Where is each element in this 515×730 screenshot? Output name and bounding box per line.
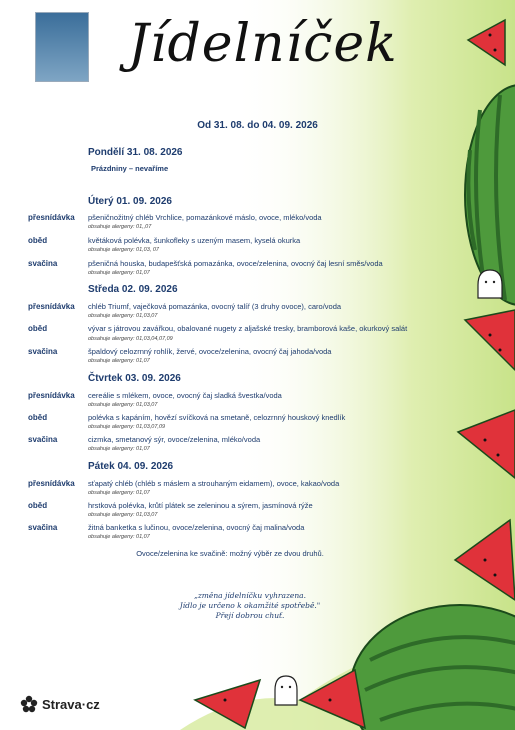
day-title: Středa 02. 09. 2026	[88, 284, 178, 295]
holiday-note: Prázdniny – nevaříme	[91, 164, 169, 173]
allergen-note: obsahuje alergeny: 01,07	[88, 446, 150, 452]
disclaimer-line: „změna jídelníčku vyhrazena.	[193, 591, 307, 600]
day-title: Úterý 01. 09. 2026	[88, 196, 172, 207]
meal-label: oběd	[28, 413, 48, 422]
meal-text: květáková polévka, šunkofleky s uzeným masem, kyselá okurka	[88, 236, 301, 245]
meal-label: přesnídávka	[28, 391, 75, 400]
meal-label: oběd	[28, 324, 48, 333]
allergen-note: obsahuje alergeny: 01,03,07	[88, 313, 158, 319]
meal-text: polévka s kapáním, hovězí svíčková na smetaně, celozrnný houskový knedlík	[88, 413, 346, 422]
allergen-note: obsahuje alergeny: 01,03, 07	[88, 247, 159, 253]
flower-icon	[20, 695, 38, 713]
day-title: Čtvrtek 03. 09. 2026	[88, 373, 181, 384]
meal-label: svačina	[28, 435, 58, 444]
meal-text: hrstková polévka, krůtí plátek se zeleninou a sýrem, jasmínová rýže	[88, 501, 313, 510]
allergen-note: obsahuje alergeny: 01,07	[88, 270, 150, 276]
meal-label: přesnídávka	[28, 302, 75, 311]
day-title: Pátek 04. 09. 2026	[88, 461, 174, 472]
meal-text: špaldový celozrnný rohlík, žervé, ovoce/zelenina, ovocný čaj jahoda/voda	[88, 347, 332, 356]
meal-label: oběd	[28, 236, 48, 245]
meal-text: cereálie s mlékem, ovoce, ovocný čaj sladká švestka/voda	[88, 391, 282, 400]
avatar	[35, 12, 89, 82]
allergen-note: obsahuje alergeny: 01,03,04,07,09	[88, 336, 173, 342]
allergen-note: obsahuje alergeny: 01,07	[88, 358, 150, 364]
disclaimer-line: Přejí dobrou chuť.	[215, 611, 285, 620]
disclaimer-quote	[160, 591, 340, 621]
meal-label: oběd	[28, 501, 48, 510]
allergen-note: obsahuje alergeny: 01,07	[88, 490, 150, 496]
allergen-note: obsahuje alergeny: 01,03,07	[88, 512, 158, 518]
meal-text: pšeničná houska, budapešťská pomazánka, ovoce/zelenina, ovocný čaj lesní směs/voda	[88, 259, 383, 268]
allergen-note: obsahuje alergeny: 01,03,07	[88, 402, 158, 408]
meal-text: vývar s játrovou zavářkou, obalované nugety z aljašské tresky, bramborová kaše, okurkový salát	[88, 324, 408, 333]
meal-text: žitná banketka s lučinou, ovoce/zelenina, ovocný čaj malina/voda	[88, 523, 305, 532]
menu-period: Od 31. 08. do 04. 09. 2026	[197, 120, 318, 131]
meal-text: pšeničnožitný chléb Vrchlice, pomazánkové máslo, ovoce, mléko/voda	[88, 213, 322, 222]
strava-logo	[20, 695, 100, 713]
meal-label: svačina	[28, 523, 58, 532]
meal-label: přesnídávka	[28, 213, 75, 222]
meal-text: sťapatý chléb (chléb s máslem a strouhaným eidamem), ovoce, kakao/voda	[88, 479, 340, 488]
disclaimer-line: Jídlo je určeno k okamžité spotřebě."	[179, 601, 321, 610]
meal-label: svačina	[28, 347, 58, 356]
meal-label: přesnídávka	[28, 479, 75, 488]
brand-name: Strava·cz	[42, 696, 100, 712]
allergen-note: obsahuje alergeny: 01,07	[88, 534, 150, 540]
meal-text: chléb Triumf, vaječková pomazánka, ovocný talíř (3 druhy ovoce), caro/voda	[88, 302, 342, 311]
allergen-note: obsahuje alergeny: 01,,07	[88, 224, 152, 230]
meal-text: cizmka, smetanový sýr, ovoce/zelenina, mléko/voda	[88, 435, 261, 444]
meal-label: svačina	[28, 259, 58, 268]
snack-footnote: Ovoce/zelenina ke svačině: možný výběr ze dvou druhů.	[136, 549, 324, 558]
allergen-note: obsahuje alergeny: 01,03,07,09	[88, 424, 166, 430]
holiday-day-title: Pondělí 31. 08. 2026	[88, 147, 183, 158]
page-title: Jídelníček	[128, 14, 398, 74]
